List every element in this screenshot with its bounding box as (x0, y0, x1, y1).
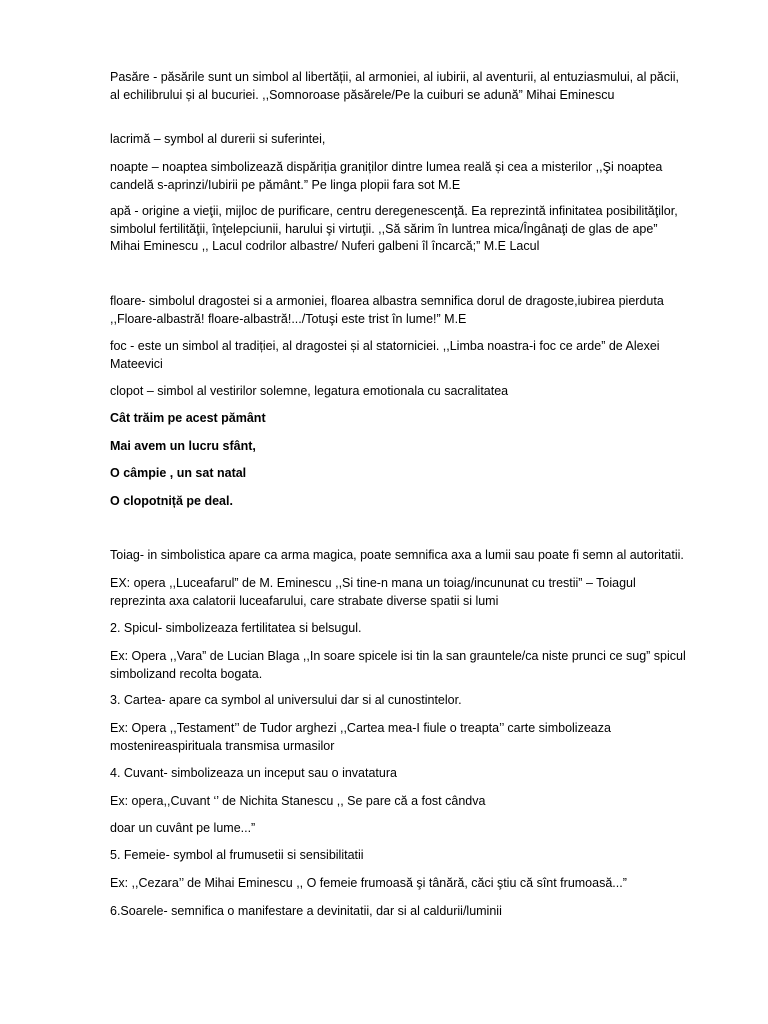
paragraph (110, 338, 730, 373)
text-line: Ex: opera,,Cuvant ‘’ de Nichita Stanescu ,, Se pare că a fost cândva (110, 794, 486, 808)
paragraph (110, 903, 730, 921)
text-line: simbolul fertilităţii, înţelepciunii, harului şi virtuţii. ,,Să sărim în luntrea mica/Îngânaţi de glas de ape” (110, 221, 658, 236)
text-line: Ex: ,,Cezara’’ de Mihai Eminescu ,, O femeie frumoasă şi tânără, căci ştiu că sînt frumoasă...” (110, 876, 627, 890)
text-line: O clopotniță pe deal. (110, 494, 233, 508)
text-line: al echilibrului și al bucuriei. ,,Somnoroase păsărele/Pe la cuiburi se adună” Mihai Eminescu (110, 87, 615, 102)
text-line: reprezinta axa calatorii luceafarului, care strabate diverse spatii si lumi (110, 593, 499, 608)
paragraph (110, 692, 730, 710)
text-line: Mai avem un lucru sfânt, (110, 439, 256, 453)
paragraph (110, 383, 730, 401)
text-line: noapte – noaptea simbolizează dispăriția graniților dintre lumea reală și cea a misterilor ,,Şi noaptea (110, 160, 663, 174)
text-line: EX: opera ,,Luceafarul” de M. Eminescu ,,Si tine-n mana un toiag/incununat cu trestii” – Toiagul (110, 576, 636, 590)
text-line: Ex: Opera ,,Vara” de Lucian Blaga ,,In soare spicele isi tin la san grauntele/ca niste prunci ce sug” spicul (110, 649, 686, 663)
paragraph (110, 847, 730, 865)
paragraph (110, 875, 730, 893)
text-line: candelă s-aprinzi/Iubirii pe pământ.” Pe linga plopii fara sot M.E (110, 177, 461, 192)
paragraph (110, 293, 730, 328)
text-line: 6.Soarele- semnifica o manifestare a devinitatii, dar si al caldurii/luminii (110, 904, 502, 918)
text-line: 5. Femeie- symbol al frumusetii si sensibilitatii (110, 848, 364, 862)
text-line: lacrimă – symbol al durerii si suferintei, (110, 132, 326, 146)
paragraph (110, 465, 730, 483)
text-line: 4. Cuvant- simbolizeaza un inceput sau o invatatura (110, 766, 397, 780)
paragraph (110, 131, 730, 149)
text-line: Ex: Opera ,,Testament’’ de Tudor arghezi ,,Cartea mea-I fiule o treapta’’ carte simbolizeaza (110, 721, 611, 735)
text-line: 3. Cartea- apare ca symbol al universului dar si al cunostintelor. (110, 693, 462, 707)
paragraph (110, 765, 730, 783)
text-line: simbolizand recolta bogata. (110, 666, 263, 681)
paragraph (110, 720, 730, 755)
text-line: apă - origine a vieţii, mijloc de purificare, centru deregenescenţă. Ea reprezintă infinitatea posibilităţilor, (110, 204, 678, 218)
paragraph (110, 493, 730, 511)
text-line: 2. Spicul- simbolizeaza fertilitatea si belsugul. (110, 621, 362, 635)
text-line: foc - este un simbol al tradiției, al dragostei și al statorniciei. ,,Limba noastra-i foc ce arde” de Alexei (110, 339, 660, 353)
paragraph (110, 438, 730, 456)
paragraph (110, 620, 730, 638)
text-line: O câmpie , un sat natal (110, 466, 247, 480)
text-line: ,,Floare-albastră! floare-albastră!.../Totuşi este trist în lume!” M.E (110, 311, 467, 326)
paragraph (110, 159, 730, 194)
text-line: Toiag- in simbolistica apare ca arma magica, poate semnifica axa a lumii sau poate fi semn al autoritatii. (110, 548, 684, 562)
text-line: clopot – simbol al vestirilor solemne, legatura emotionala cu sacralitatea (110, 384, 509, 398)
text-line: Mateevici (110, 356, 163, 371)
text-line: Pasăre - păsările sunt un simbol al libertății, al armoniei, al iubirii, al aventurii, al entuziasmului, al păcii, (110, 70, 680, 84)
paragraph (110, 203, 730, 256)
text-line: Mihai Eminescu ,, Lacul codrilor albastre/ Nuferi galbeni îl încarcă;” M.E Lacul (110, 239, 540, 253)
paragraph (110, 547, 730, 565)
paragraph (110, 410, 730, 428)
paragraph (110, 648, 730, 683)
text-line: doar un cuvânt pe lume...” (110, 821, 256, 835)
paragraph (110, 793, 730, 811)
text-line: Cât trăim pe acest pământ (110, 411, 266, 425)
paragraph (110, 69, 730, 104)
text-line: mostenireaspirituala transmisa urmasilor (110, 738, 335, 753)
paragraph (110, 575, 730, 610)
text-line: floare- simbolul dragostei si a armoniei, floarea albastra semnifica dorul de dragoste,iubirea pierduta (110, 294, 664, 308)
paragraph (110, 820, 730, 838)
